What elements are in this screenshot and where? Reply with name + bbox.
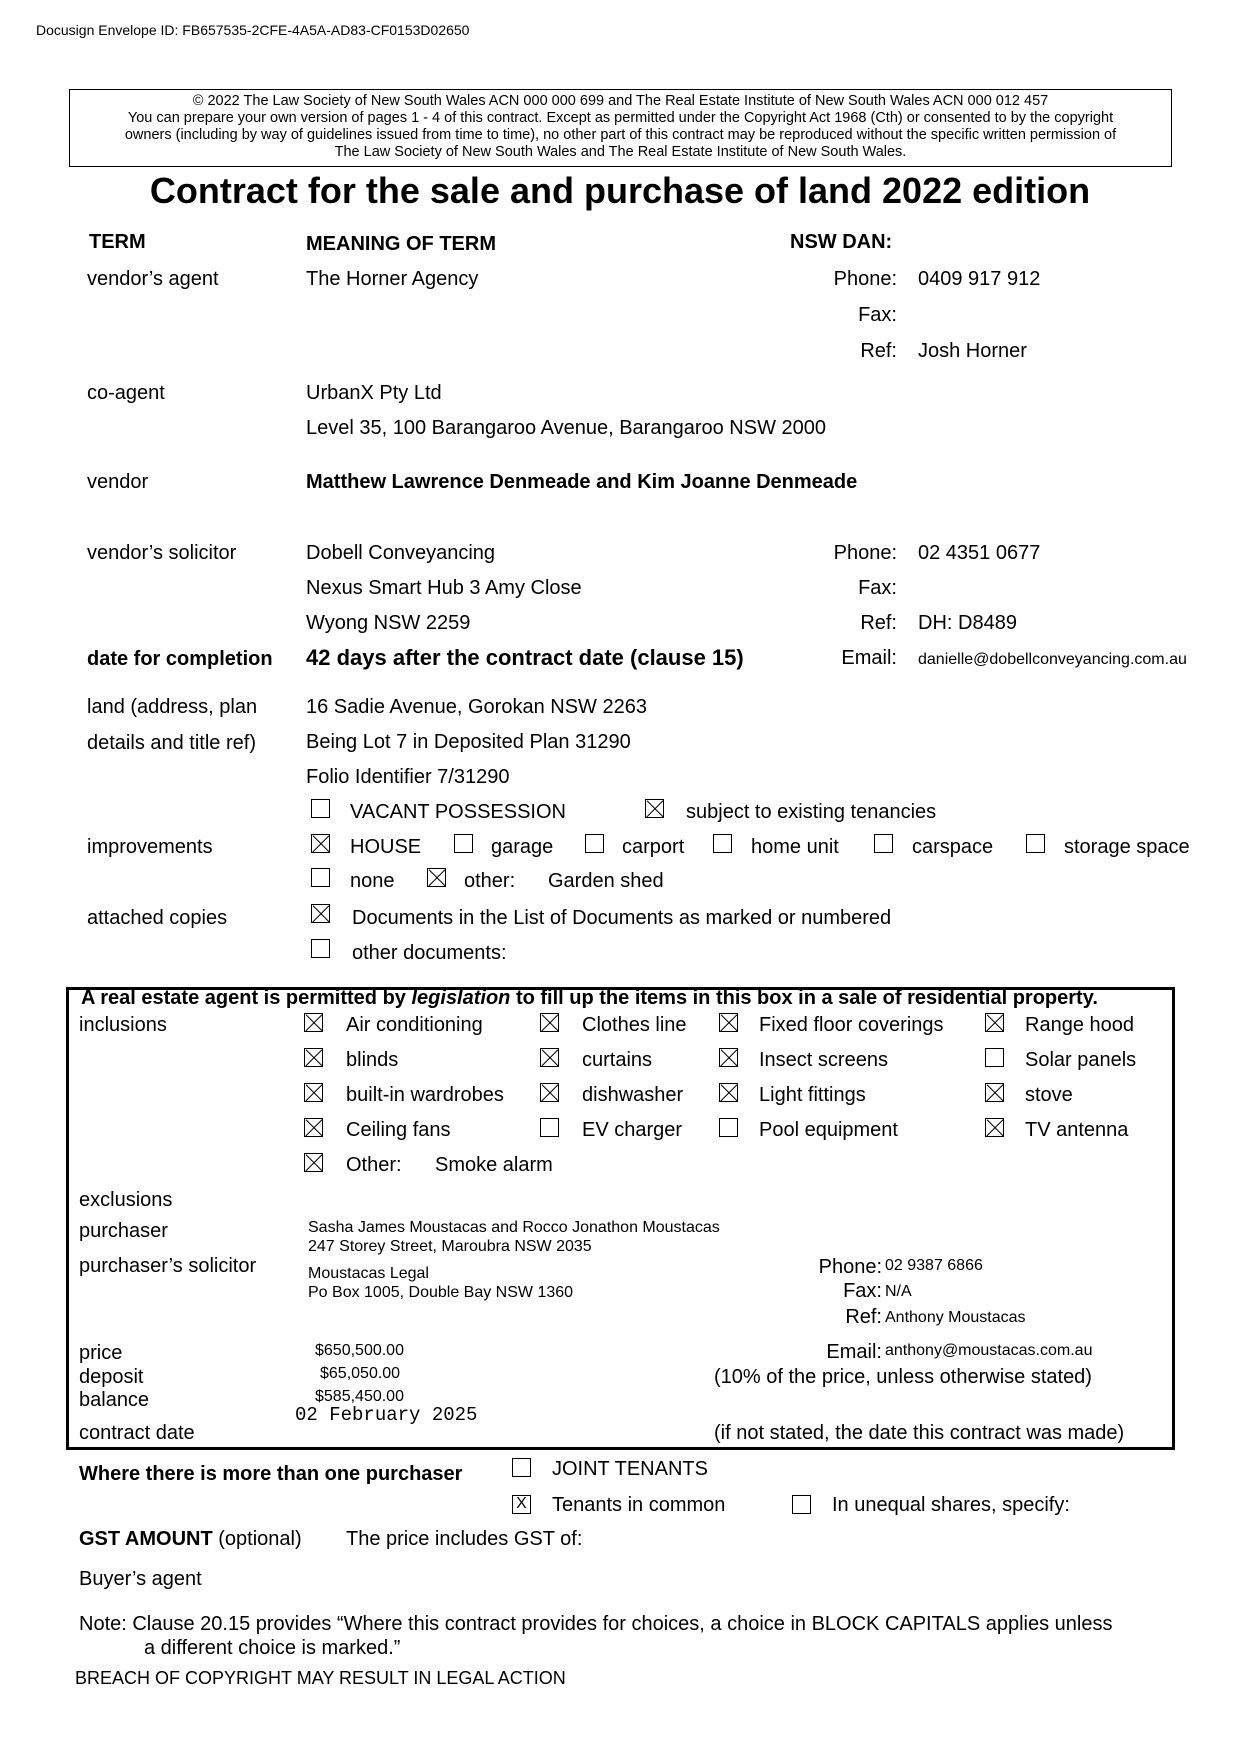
vendors-solicitor-email: danielle@dobellconveyancing.com.au xyxy=(918,651,1187,668)
tenancies-checkbox[interactable] xyxy=(645,799,664,818)
home-unit-label: home unit xyxy=(751,836,839,858)
deposit-value: $65,050.00 xyxy=(320,1365,401,1382)
none-checkbox[interactable] xyxy=(311,868,330,887)
inclusions-label: inclusions xyxy=(79,1014,167,1036)
unequal-shares-checkbox[interactable] xyxy=(792,1495,811,1514)
other-improvement-value: Garden shed xyxy=(548,870,664,892)
garage-label: garage xyxy=(491,836,554,858)
ev-charger-label: EV charger xyxy=(582,1119,683,1141)
vendors-solicitor-address: Nexus Smart Hub 3 Amy Close xyxy=(306,577,582,599)
wardrobes-checkbox[interactable] xyxy=(304,1083,323,1102)
buyers-agent-label: Buyer’s agent xyxy=(79,1568,202,1590)
email-label: Email: xyxy=(826,1341,882,1363)
purchasers-solicitor-email: anthony@moustacas.com.au xyxy=(885,1342,1093,1359)
exclusions-label: exclusions xyxy=(79,1189,173,1211)
header-nsw-dan: NSW DAN: xyxy=(790,231,893,253)
dishwasher-checkbox[interactable] xyxy=(540,1083,559,1102)
storage-space-label: storage space xyxy=(1064,836,1190,858)
vendors-agent-name: The Horner Agency xyxy=(306,268,479,290)
land-label: details and title ref) xyxy=(87,732,256,754)
note-line: Note: Clause 20.15 provides “Where this contract provides for choices, a choice in BLOCK CAPITALS applies unless xyxy=(79,1613,1113,1635)
air-conditioning-label: Air conditioning xyxy=(346,1014,483,1036)
vendor-label: vendor xyxy=(87,471,149,493)
improvements-label: improvements xyxy=(87,836,213,858)
other-documents-label: other documents: xyxy=(352,942,507,964)
ref-label: Ref: xyxy=(860,612,897,634)
header-meaning: MEANING OF TERM xyxy=(306,233,496,255)
clothes-line-label: Clothes line xyxy=(582,1014,687,1036)
solar-panels-label: Solar panels xyxy=(1025,1049,1137,1071)
vendors-solicitor-ref: DH: D8489 xyxy=(918,612,1017,634)
blinds-checkbox[interactable] xyxy=(304,1048,323,1067)
curtains-checkbox[interactable] xyxy=(540,1048,559,1067)
purchasers-solicitor-label: purchaser’s solicitor xyxy=(79,1255,257,1277)
curtains-label: curtains xyxy=(582,1049,653,1071)
agent-box-heading: A real estate agent is permitted by legislation to fill up the items in this box in a sale of residential property. xyxy=(81,987,1098,1009)
tv-antenna-checkbox[interactable] xyxy=(985,1118,1004,1137)
documents-checkbox[interactable] xyxy=(311,904,330,923)
wardrobes-label: built-in wardrobes xyxy=(346,1084,504,1106)
light-fittings-checkbox[interactable] xyxy=(719,1083,738,1102)
balance-value: $585,450.00 xyxy=(315,1388,404,1405)
vendors-agent-ref: Josh Horner xyxy=(918,340,1027,362)
blinds-label: blinds xyxy=(346,1049,399,1071)
vendors-solicitor-phone: 02 4351 0677 xyxy=(918,542,1041,564)
vendors-solicitor-label: vendor’s solicitor xyxy=(87,542,237,564)
copyright-box xyxy=(69,89,1172,167)
joint-tenants-label: JOINT TENANTS xyxy=(552,1458,708,1480)
phone-label: Phone: xyxy=(833,542,897,564)
light-fittings-label: Light fittings xyxy=(759,1084,866,1106)
co-agent-label: co-agent xyxy=(87,382,165,404)
carspace-checkbox[interactable] xyxy=(874,834,893,853)
land-address: 16 Sadie Avenue, Gorokan NSW 2263 xyxy=(306,696,647,718)
other-inclusion-value: Smoke alarm xyxy=(435,1154,553,1176)
land-folio: Folio Identifier 7/31290 xyxy=(306,766,510,788)
vendors-solicitor-address: Wyong NSW 2259 xyxy=(306,612,471,634)
purchasers-solicitor-phone: 02 9387 6866 xyxy=(885,1257,983,1274)
fax-label: Fax: xyxy=(843,1280,882,1302)
envelope-id: Docusign Envelope ID: FB657535-2CFE-4A5A-AD83-CF0153D02650 xyxy=(36,22,470,38)
note-line: a different choice is marked.” xyxy=(144,1637,401,1659)
completion-label: date for completion xyxy=(87,648,273,670)
copyright-line: © 2022 The Law Society of New South Wales ACN 000 000 699 and The Real Estate Institute of New South Wales ACN 000 012 457 xyxy=(192,93,1049,109)
vendors-agent-phone: 0409 917 912 xyxy=(918,268,1041,290)
ceiling-fans-checkbox[interactable] xyxy=(304,1118,323,1137)
other-improvement-checkbox[interactable] xyxy=(427,868,446,887)
purchasers-solicitor-fax: N/A xyxy=(885,1283,912,1300)
fax-label: Fax: xyxy=(858,304,897,326)
insect-screens-label: Insect screens xyxy=(759,1049,888,1071)
insect-screens-checkbox[interactable] xyxy=(719,1048,738,1067)
land-label: land (address, plan xyxy=(87,696,258,718)
carport-label: carport xyxy=(622,836,685,858)
price-label: price xyxy=(79,1342,123,1364)
home-unit-checkbox[interactable] xyxy=(713,834,732,853)
documents-label: Documents in the List of Documents as marked or numbered xyxy=(352,907,892,929)
purchasers-solicitor-address: Po Box 1005, Double Bay NSW 1360 xyxy=(308,1284,574,1301)
house-label: HOUSE xyxy=(350,836,422,858)
fixed-floor-checkbox[interactable] xyxy=(719,1013,738,1032)
garage-checkbox[interactable] xyxy=(454,834,473,853)
purchaser-label: purchaser xyxy=(79,1220,168,1242)
copyright-line: The Law Society of New South Wales and The Real Estate Institute of New South Wales. xyxy=(334,144,907,160)
co-agent-name: UrbanX Pty Ltd xyxy=(306,382,442,404)
breach-notice: BREACH OF COPYRIGHT MAY RESULT IN LEGAL ACTION xyxy=(75,1668,566,1688)
email-label: Email: xyxy=(841,647,897,669)
range-hood-label: Range hood xyxy=(1025,1014,1134,1036)
price-value: $650,500.00 xyxy=(315,1342,404,1359)
vendors-solicitor-name: Dobell Conveyancing xyxy=(306,542,496,564)
vacant-possession-checkbox[interactable] xyxy=(311,799,330,818)
clothes-line-checkbox[interactable] xyxy=(540,1013,559,1032)
contract-date-label: contract date xyxy=(79,1422,195,1444)
stove-label: stove xyxy=(1025,1084,1073,1106)
purchaser-address: 247 Storey Street, Maroubra NSW 2035 xyxy=(308,1238,592,1255)
purchasers-solicitor-name: Moustacas Legal xyxy=(308,1265,429,1282)
balance-label: balance xyxy=(79,1389,150,1411)
tenants-in-common-label: Tenants in common xyxy=(552,1494,726,1516)
range-hood-checkbox[interactable] xyxy=(985,1013,1004,1032)
phone-label: Phone: xyxy=(818,1256,882,1278)
header-term: TERM xyxy=(89,231,146,253)
tenants-in-common-checkbox[interactable]: X xyxy=(512,1495,531,1514)
contract-date-value: 02 February 2025 xyxy=(295,1404,478,1426)
fax-label: Fax: xyxy=(858,577,897,599)
contract-date-note: (if not stated, the date this contract was made) xyxy=(714,1422,1125,1444)
ceiling-fans-label: Ceiling fans xyxy=(346,1119,451,1141)
copyright-line: You can prepare your own version of pages 1 - 4 of this contract. Except as permitted under the Copyright Act 1968 (Cth) or consented to by the copyright xyxy=(127,110,1114,126)
stove-checkbox[interactable] xyxy=(985,1083,1004,1102)
co-agent-address: Level 35, 100 Barangaroo Avenue, Barangaroo NSW 2000 xyxy=(306,417,826,439)
other-inclusion-checkbox[interactable] xyxy=(304,1153,323,1172)
other-inclusion-label: Other: xyxy=(346,1154,402,1176)
completion-value: 42 days after the contract date (clause 15) xyxy=(306,645,744,670)
solar-panels-checkbox[interactable] xyxy=(985,1048,1004,1067)
other-documents-checkbox[interactable] xyxy=(311,939,330,958)
land-plan: Being Lot 7 in Deposited Plan 31290 xyxy=(306,731,631,753)
carport-checkbox[interactable] xyxy=(585,834,604,853)
unequal-shares-label: In unequal shares, specify: xyxy=(832,1494,1070,1516)
joint-tenants-checkbox[interactable] xyxy=(512,1458,531,1477)
multi-purchaser-label: Where there is more than one purchaser xyxy=(79,1463,463,1485)
dishwasher-label: dishwasher xyxy=(582,1084,684,1106)
vendors-agent-label: vendor’s agent xyxy=(87,268,219,290)
deposit-label: deposit xyxy=(79,1366,144,1388)
fixed-floor-label: Fixed floor coverings xyxy=(759,1014,944,1036)
copyright-line: owners (including by way of guidelines issued from time to time), no other part of this contract may be reproduced without the specific written permission of xyxy=(124,127,1117,143)
tv-antenna-label: TV antenna xyxy=(1025,1119,1129,1141)
tenancies-label: subject to existing tenancies xyxy=(686,801,937,823)
gst-text: The price includes GST of: xyxy=(346,1528,583,1550)
carspace-label: carspace xyxy=(912,836,994,858)
ref-label: Ref: xyxy=(860,340,897,362)
purchasers-solicitor-ref: Anthony Moustacas xyxy=(885,1309,1026,1326)
air-conditioning-checkbox[interactable] xyxy=(304,1013,323,1032)
page-title: Contract for the sale and purchase of land 2022 edition xyxy=(149,170,1091,211)
purchaser-name: Sasha James Moustacas and Rocco Jonathon Moustacas xyxy=(308,1219,720,1236)
none-label: none xyxy=(350,870,395,892)
attached-copies-label: attached copies xyxy=(87,907,228,929)
vendor-name: Matthew Lawrence Denmeade and Kim Joanne Denmeade xyxy=(306,471,858,493)
vacant-possession-label: VACANT POSSESSION xyxy=(350,801,566,823)
pool-equipment-label: Pool equipment xyxy=(759,1119,898,1141)
storage-space-checkbox[interactable] xyxy=(1026,834,1045,853)
other-improvement-label: other: xyxy=(464,870,516,892)
ref-label: Ref: xyxy=(845,1306,882,1328)
deposit-note: (10% of the price, unless otherwise stated) xyxy=(714,1366,1092,1388)
phone-label: Phone: xyxy=(833,268,897,290)
ev-charger-checkbox[interactable] xyxy=(540,1118,559,1137)
gst-label: GST AMOUNT (optional) xyxy=(79,1528,302,1550)
pool-equipment-checkbox[interactable] xyxy=(719,1118,738,1137)
house-checkbox[interactable] xyxy=(311,834,330,853)
